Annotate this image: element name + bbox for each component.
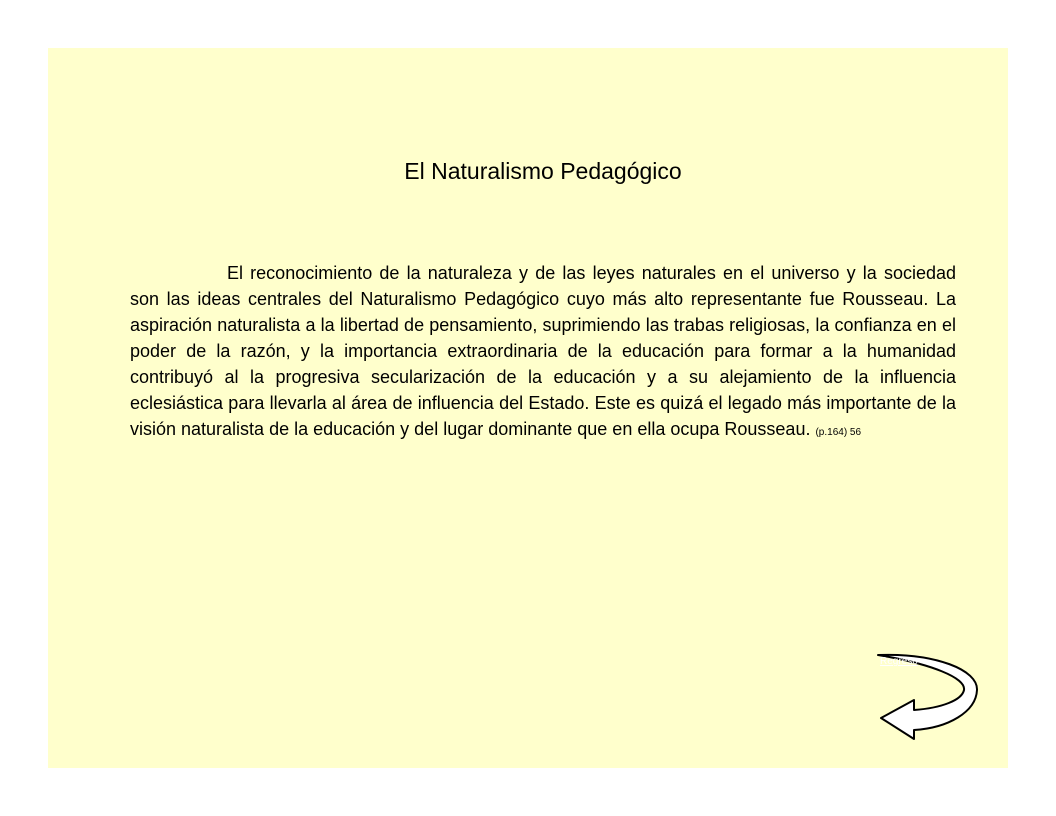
body-text: El reconocimiento de la naturaleza y de las leyes naturales en el universo y la sociedad son las ideas centrales del Naturalismo Pedagógico cuyo más alto representante fue Rousseau. La aspiración naturalista a la libertad de pensamiento, suprimiendo las trabas religiosas, la confianza en el poder de la razón, y la importancia extraordinaria de la educación para formar a la humanidad contribuyó al la progresiva secularización de la educación y a su alejamiento de la influencia eclesiástica para llevarla al área de influencia del Estado. Este es quizá el legado más importante de la visión naturalista de la educación y del lugar dominante que en ella ocupa Rousseau. (130, 263, 956, 439)
page-title: El Naturalismo Pedagógico (404, 158, 682, 184)
citation: (p.164) 56 (815, 427, 862, 438)
return-link[interactable]: Regreso (880, 656, 918, 667)
slide (48, 48, 1008, 768)
body-paragraph (130, 260, 956, 446)
